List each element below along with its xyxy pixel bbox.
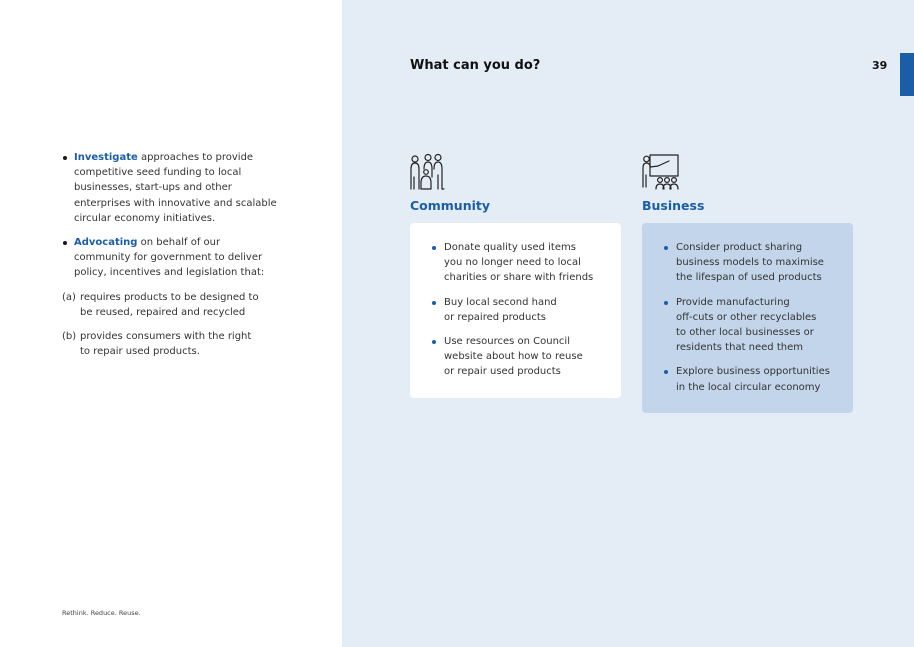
left-page [0,0,342,647]
community-card [410,223,621,398]
community-title: Community [410,198,491,213]
page-heading: What can you do? [410,58,541,73]
sub-marker: (b) [62,331,77,343]
sub-item-b [62,329,277,359]
list-item [432,295,603,325]
sub-text: provides consumers with the right to repair used products. [80,331,252,358]
page-tab-marker [900,53,914,96]
item-line: Explore business opportunities [676,366,830,378]
item-line: website about how to reuse [444,351,583,363]
item-line: Consider product sharing [676,242,803,253]
item-line: Buy local second hand [444,296,557,308]
item-line: Provide manufacturing [676,296,790,308]
list-item [664,295,835,356]
item-line: Donate quality used items [444,242,576,253]
business-title: Business [642,198,705,213]
lead-term: Investigate [74,152,138,163]
presentation-icon [641,153,681,193]
item-line: business models to maximise [676,257,824,269]
list-item [664,364,835,394]
item-line: Use resources on Council [444,336,570,348]
item-line: charities or share with friends [444,272,594,284]
list-item [432,240,603,286]
item-line: to other local businesses or [676,327,814,339]
item-line: residents that need them [676,342,803,354]
business-card [642,223,853,413]
lead-term: Advocating [74,237,138,249]
sub-text: requires products to be designed to be reused, repaired and recycled [80,291,259,318]
item-line: the lifespan of used products [676,272,822,284]
item-line: in the local circular economy [676,381,821,393]
initiatives-list [62,150,277,368]
item-line: off-cuts or other recyclables [676,311,817,323]
item-line: or repair used products [444,366,561,378]
page-number: 39 [872,59,888,72]
sub-marker: (a) [62,291,76,303]
list-item [432,334,603,380]
item-line: you no longer need to local [444,257,581,269]
sub-item-a [62,290,277,320]
people-group-icon [409,153,449,193]
community-actions [432,240,603,380]
list-item-advocating [62,235,277,359]
item-line: or repaired products [444,311,546,323]
item-text: on behalf of our community for government to deliver policy, incentives and legislation that: [74,237,265,279]
list-item-investigate [62,150,277,226]
item-text: approaches to provide competitive seed funding to local businesses, start-ups and other enterprises with innovative and scalable circular economy initiatives. [74,152,277,224]
business-actions [664,240,835,395]
sub-list [62,290,277,360]
footer-tagline: Rethink. Reduce. Reuse. [62,609,141,617]
list-item [664,240,835,286]
